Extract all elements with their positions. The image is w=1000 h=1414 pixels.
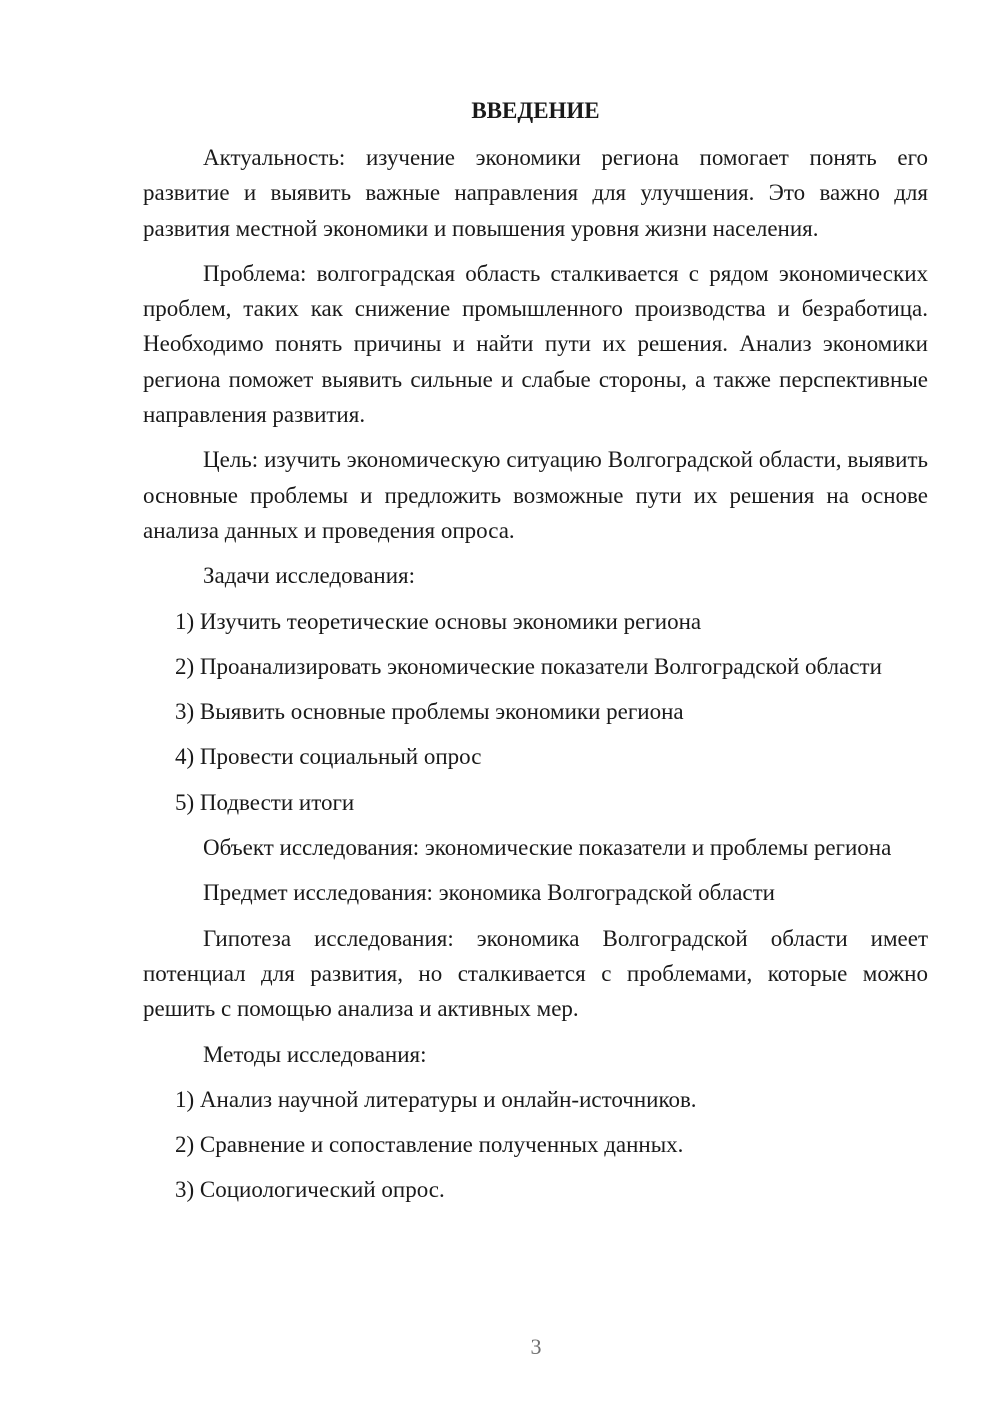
document-body	[143, 96, 928, 1218]
paragraph-relevance: Актуальность: изучение экономики региона помогает понять его развитие и выявить важные направления для улучшения. Это важно для развития местной экономики и повышения уровня жизни населения.	[143, 145, 928, 241]
paragraph-tasks-heading: Задачи исследования:	[203, 563, 416, 589]
list-item-task-2: 2) Проанализировать экономические показатели Волгоградской области	[175, 653, 882, 679]
section-title: ВВЕДЕНИЕ	[471, 98, 600, 123]
list-item-task-1: 1) Изучить теоретические основы экономики региона	[175, 608, 702, 634]
paragraph-hypothesis: Гипотеза исследования: экономика Волгоградской области имеет потенциал для развития, но сталкивается с проблемами, которые можно решить с помощью анализа и активных мер.	[143, 925, 928, 1022]
paragraph-subject: Предмет исследования: экономика Волгоградской области	[203, 880, 775, 906]
paragraph-problem: Проблема: волгоградская область сталкивается с рядом экономических проблем, таких как снижение промышленного производства и безработица. Необходимо понять причины и найти пути их решения. Анализ экономики региона поможет выявить сильные и слабые стороны, а также перспективные направления развития.	[143, 260, 928, 428]
list-item-method-1: 1) Анализ научной литературы и онлайн-источников.	[175, 1086, 697, 1112]
list-item-task-3: 3) Выявить основные проблемы экономики региона	[175, 699, 684, 725]
page-number: 3	[530, 1334, 542, 1359]
paragraph-object: Объект исследования: экономические показатели и проблемы региона	[203, 835, 892, 861]
paragraph-goal: Цель: изучить экономическую ситуацию Волгоградской области, выявить основные проблемы и предложить возможные пути их решения на основе анализа данных и проведения опроса.	[143, 447, 928, 543]
list-item-method-2: 2) Сравнение и сопоставление полученных данных.	[175, 1132, 684, 1158]
paragraph-methods-heading: Методы исследования:	[203, 1041, 427, 1067]
list-item-task-4: 4) Провести социальный опрос	[175, 744, 482, 770]
list-item-method-3: 3) Социологический опрос.	[175, 1177, 445, 1203]
list-item-task-5: 5) Подвести итоги	[175, 789, 355, 815]
